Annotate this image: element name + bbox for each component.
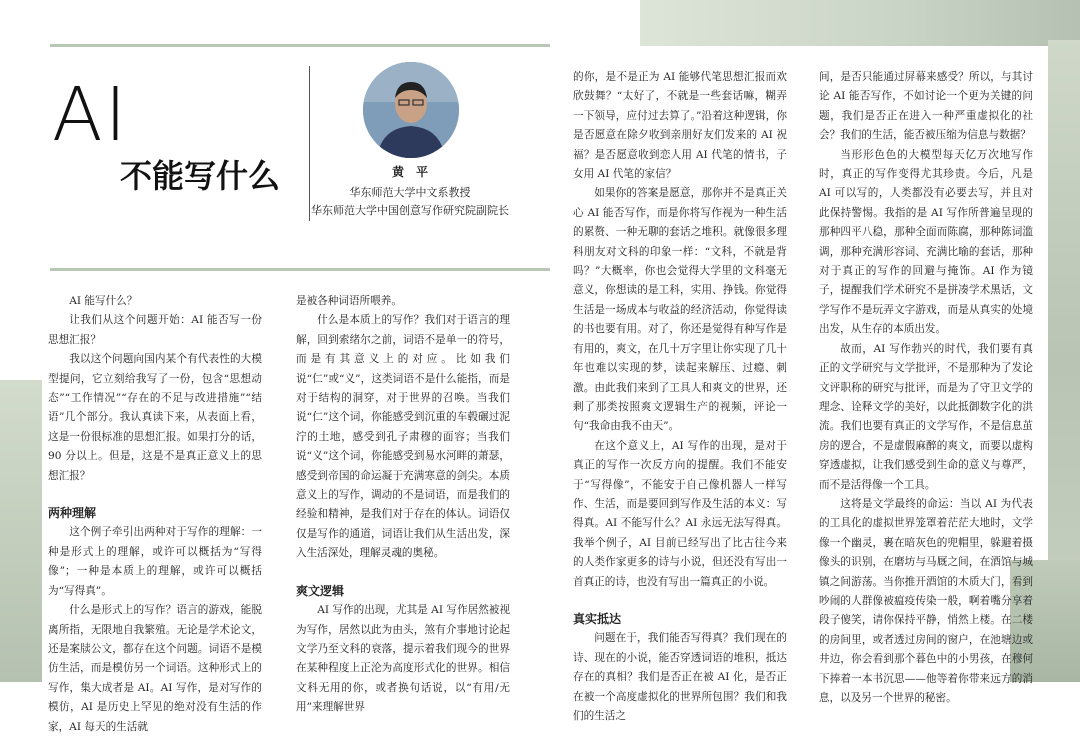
paragraph: 让我们从这个问题开始：AI 能否写一份思想汇报？ bbox=[48, 314, 262, 346]
author-photo bbox=[363, 62, 459, 158]
paragraph: 间，是否只能通过屏幕来感受？所以，与其讨论 AI 能否写作，不如讨论一个更为关键的问题，我们是否正在进入一种严重虚拟化的社会？我们的生活，能否被压缩为信息与数据？ bbox=[819, 71, 1033, 142]
author-name: 黄 平 bbox=[391, 165, 428, 179]
background-photo-left bbox=[0, 380, 42, 682]
paragraph: 在这个意义上，AI 写作的出现，是对于真正的写作一次反方向的提醒。我们不能安于“写得像”，不能安于自己像机器人一样写作、生活，而是要回到写作及生活的本义：写得真。AI 不能写什么？AI 永远无法写得真。我举个例子，AI 目前已经写出了比古往今来的人类作家更多的诗与小说，但还没有写出一首真正的诗，也没有写出一篇真正的小说。 bbox=[573, 439, 787, 588]
author-affiliation-2: 华东师范大学中国创意写作研究院副院长 bbox=[311, 204, 509, 217]
paragraph: 故而，AI 写作勃兴的时代，我们要有真正的文学研究与文学批评，不是那种为了发论文评职称的研究与批评，而是为了守卫文学的理念、诠释文学的美好，以此抵御数字化的洪流。我们也要有真正的文学写作，不是信息茧房的逻合，不是虚假麻醉的爽文，而要以虚构穿透虚拟，让我们感受到生命的意义与尊严，而不是活得像一个工具。 bbox=[819, 342, 1033, 491]
paragraph: AI 写作的出现，尤其是 AI 写作居然被视为写作，居然以此为由头，煞有介事地讨论起文学乃至文科的衰落，提示着我们现今的世界在某种程度上正沦为高度形式化的世界。相信文科无用的你，或者换句话说，以“有用/无用”来理解世界 bbox=[296, 604, 510, 714]
middle-rule bbox=[50, 268, 550, 271]
column-1 bbox=[48, 292, 262, 737]
paragraph: 什么是形式上的写作？语言的游戏，能脱离所指，无限地自我繁殖。无论是学术论文，还是案牍公文，都存在这个问题。词语不是模仿生活，而是模仿另一个词语。这种形式上的写作，集大成者是 AI。AI 写作，是对写作的模仿，AI 是历史上罕见的绝对没有生活的作家，AI 每天的生活就 bbox=[48, 604, 262, 733]
author-affiliation-1: 华东师范大学中文系教授 bbox=[349, 186, 471, 199]
paragraph: 我以这个问题向国内某个有代表性的大模型提问，它立刻给我写了一份，包含“思想动态”“工作情况”“存在的不足与改进措施”“结语”几个部分。我认真读下来，从表面上看，这是一份很标准的思想汇报。如果打分的话，90 分以上。但是，这是不是真正意义上的思想汇报？ bbox=[48, 353, 262, 482]
paragraph: 如果你的答案是愿意，那你并不是真正关心 AI 能否写作，而是你将写作视为一种生活的累赘、一种无聊的套话之堆积。就像很多理科朋友对文科的印象一样：“文科，不就是背吗？”大概率，你也会觉得大学里的文科毫无意义，你想读的是工科，实用、挣钱。你觉得生活是一场成本与收益的经济活动，你觉得读的书也要有用。对了，你还是觉得有种写作是有用的，爽文，在几十万字里让你实现了几十年也难以实现的梦，读起来解压、过瘾、刺激。由此我们来到了工具人和爽文的世界，还剩了那类按照爽文逻辑生产的视频，评论一句“我命由我不由天”。 bbox=[573, 187, 787, 433]
author-photo-image bbox=[363, 62, 459, 158]
paragraph: 的你，是不是正为 AI 能够代笔思想汇报而欢欣鼓舞？“太好了，不就是一些套话嘛，糊弄一下领导，应付过去算了。”沿着这种逻辑，你是否愿意在除夕收到亲朋好友们发来的 AI 祝福？是否愿意收到恋人用 AI 代笔的情书，子女用 AI 代笔的家信？ bbox=[573, 71, 787, 181]
author-info bbox=[310, 165, 510, 220]
paragraph: 这将是文学最终的命运：当以 AI 为代表的工具化的虚拟世界笼罩着茫茫大地时，文学像一个幽灵，裹在暗灰色的兜帽里，躲避着摄像头的识别，在磨坊与马厩之间，在酒馆与城镇之间游荡。当你推开酒馆的木质大门，看到吵闹的人群像被瘟疫传染一般，啊着嘴分享着段子傻笑，请你保持平静，悄然上楼。在二楼的房间里，或者透过房间的窗户，在池塘边或井边，你会看到那个暮色中的小男孩，在穆何下捧着一本书沉思——他等着你带来远方的消息，以及另一个世界的秘密。 bbox=[819, 497, 1033, 704]
column-4 bbox=[819, 68, 1033, 708]
paragraph: AI 能写什么？ bbox=[69, 295, 138, 307]
title-main: AI bbox=[52, 72, 129, 158]
paragraph: 问题在于，我们能否写得真？我们现在的诗、现在的小说，能否穿透词语的堆积，抵达存在的真相？我们是否正在被 AI 化，是否正在被一个高度虚拟化的世界所包围？我们和我们的生活之 bbox=[573, 632, 787, 722]
paragraph: 什么是本质上的写作？我们对于语言的理解，回到索绪尔之前，词语不是单一的符号，而是有其意义上的对应。比如我们说“仁”或“义”，这类词语不是什么能指，而是对于结构的洞穿，对于世界的召唤。当我们说“仁”这个词，你能感受到沉重的车毂碾过泥泞的土地，感受到孔子肃穆的面容；当我们说“义”这个词，你能感受到易水河畔的萧瑟，感受到帝国的命运凝于充满寒意的剑尖。本质意义上的写作，调动的不是词语，而是我们的经验和精神，是我们对于存在的体认。词语仅仅是写作的通道，词语让我们从生活出发，深入生活深处，理解灵魂的奥秘。 bbox=[296, 314, 510, 560]
paragraph: 当形形色色的大模型每天亿万次地写作时，真正的写作变得尤其珍贵。今后，凡是 AI 可以写的，人类都没有必要去写，并且对此保持警惕。我指的是 AI 写作所普遍呈现的那种四平八稳，那种全面而陈腐，那种陈词滥调，那种充满形容词、充满比喻的套话，那种对于真正的写作的回避与掩饰。AI 作为镜子，提醒我们学术研究不是拼凑学术黑话，文学写作不是玩弄文字游戏，而是从真实的处境出发，从生存的本质出发。 bbox=[819, 148, 1033, 336]
column-3 bbox=[573, 68, 787, 726]
section-heading: 两种理解 bbox=[48, 506, 97, 521]
top-rule bbox=[50, 44, 550, 47]
background-photo-top bbox=[640, 0, 1080, 46]
paragraph: 这个例子牵引出两种对于写作的理解：一种是形式上的理解，或许可以概括为“写得像”；一种是本质上的理解，或许可以概括为“写得真”。 bbox=[48, 526, 262, 597]
section-heading: 真实抵达 bbox=[573, 611, 622, 626]
paragraph: 是被各种词语所喂养。 bbox=[296, 295, 402, 307]
title-subtitle: 不能写什么 bbox=[120, 157, 281, 195]
section-heading: 爽文逻辑 bbox=[296, 583, 345, 598]
column-2 bbox=[296, 292, 510, 718]
